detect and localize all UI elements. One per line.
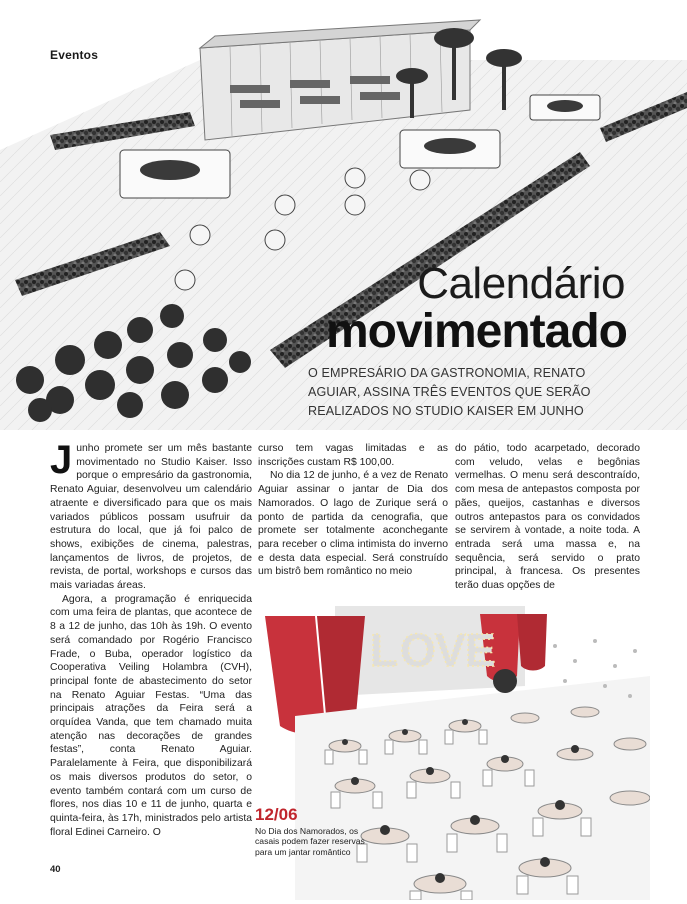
- caption-date: 12/06: [255, 805, 298, 824]
- body-column-1: [50, 438, 252, 839]
- love-letter: V: [435, 624, 466, 676]
- love-letter: O: [400, 624, 436, 676]
- section-label: Eventos: [50, 48, 99, 62]
- paragraph-3: curso tem vagas limitadas e as inscrições custam R$ 100,00.: [258, 443, 448, 468]
- body-column-3: [455, 442, 640, 593]
- subtitle: O EMPRESÁRIO DA GASTRONOMIA, RENATO AGUIAR, ASSINA TRÊS EVENTOS QUE SERÃO REALIZADOS NO STUDIO KAISER EM JUNHO: [308, 366, 591, 418]
- dropcap: J: [50, 438, 73, 482]
- body-column-2: [258, 442, 448, 579]
- title-line1: Calendário: [417, 259, 625, 308]
- paragraph-4: No dia 12 de junho, é a vez de Renato Aguiar assinar o jantar de Dia dos Namorados. O lago de Zurique será o ponto de partida da cenografia, que promete ser totalmente aconchegante para receber o clima intimista do inverno e desta data especial. Será construído um bistrô bem romântico no meio: [258, 470, 448, 578]
- paragraph-1: unho promete ser um mês bastante movimentado no Studio Kaiser. Isso porque o empresário da gastronomia, Renato Aguiar, desenvolveu um calendário atraente e diversificado para que os mais variados públicos possam usufruir da estrutura do local, que já foi palco de shows, exibições de cinema, palestras, lançamentos de livros, de projetos, de revista, de portal, workshops e cursos das mais variadas áreas.: [50, 443, 252, 592]
- love-letter: E: [465, 624, 496, 676]
- caption-text: No Dia dos Namorados, os casais podem fazer reservas para um jantar romântico: [255, 826, 365, 857]
- love-letter: L: [370, 624, 399, 676]
- paragraph-2: Agora, a programação é enriquecida com uma feira de plantas, que acontece de 8 a 12 de junho, das 10h às 19h. O evento será comandado por Rogério Francisco Frade, o Buba, operador logístico da Cooperativa Veiling Holambra (CVH), principal fonte de abastecimento do setor na Renato Aguiar Festas. “Uma das principais atrações da Feira será a orquídea Vanda, que tem chamado muita atenção nas decorações de grandes festas”, conta Renato Aguiar. Paralelamente à Feira, que disponibilizará os mais diversos produtos do setor, o evento também contará com um curso de flores, nos dias 10 e 11 de junho, quarta e quinta-feira, às 17h, ministrados pelo artista floral Edinei Carneiro. O: [50, 593, 252, 838]
- paragraph-5: do pátio, todo acarpetado, decorado com veludo, velas e begônias vermelhas. O menu será descontraído, com mesa de antepastos composta por pães, queijos, castanhas e diversos outros antepastos para os convidados se servirem à vontade, a noite toda. A entrada será uma massa e, na sequência, será servido o prato principal, à francesa. Os presentes terão duas opções de: [455, 443, 640, 592]
- love-sign: [370, 624, 496, 676]
- page-number: 40: [50, 864, 61, 875]
- title-line2: movimentado: [325, 305, 627, 358]
